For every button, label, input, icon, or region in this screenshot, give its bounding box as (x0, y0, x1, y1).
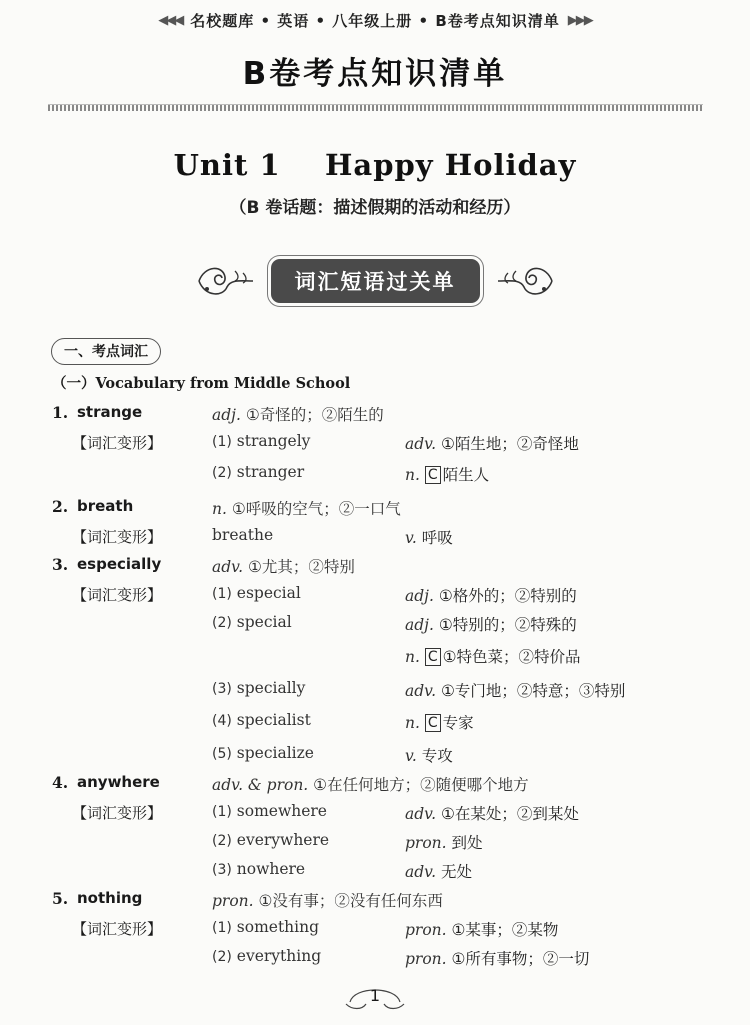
variant-definition: adj. ①特别的；②特殊的 (405, 616, 577, 634)
variant-definition: v. 专攻 (405, 747, 453, 765)
countable-marker: C (425, 648, 441, 666)
page-number: 1 (369, 986, 381, 1005)
banner-label: 词汇短语过关单 (271, 259, 480, 303)
entry-number: 5. (52, 889, 69, 908)
section-heading: 一、考点词汇 (51, 338, 161, 365)
variant-word: (1) somewhere (212, 802, 327, 820)
variant-word: (1) especial (212, 584, 301, 602)
variant-row (0, 526, 750, 552)
variant-label: 【词汇变形】 (72, 920, 163, 938)
variant-row (0, 860, 750, 886)
entry-word: strange (77, 403, 143, 421)
section-banner (0, 256, 750, 306)
variant-definition: n. C 专家 (405, 714, 474, 732)
variant-definition: adv. ①在某处；②到某处 (405, 805, 579, 823)
subsection-heading: （一）Vocabulary from Middle School (52, 375, 351, 392)
entry-word: especially (77, 555, 162, 573)
right-flourish-icon (494, 259, 556, 303)
page-title: B卷考点知识清单 (242, 56, 508, 92)
variant-label: 【词汇变形】 (72, 528, 163, 546)
entry-number: 1. (52, 403, 69, 422)
entry-row (0, 403, 750, 429)
variant-definition: v. 呼吸 (405, 529, 453, 547)
variant-word: (1) strangely (212, 432, 311, 450)
variant-row (0, 645, 750, 671)
running-header (0, 8, 750, 32)
variant-word: (3) nowhere (212, 860, 306, 878)
countable-marker: C (425, 466, 441, 484)
variant-definition: adv. ①陌生地；②奇怪地 (405, 435, 579, 453)
variant-word: (2) special (212, 613, 292, 631)
variant-label: 【词汇变形】 (72, 586, 163, 604)
variant-word: (4) specialist (212, 711, 311, 729)
variant-definition: adv. 无处 (405, 863, 472, 881)
entry-number: 3. (52, 555, 69, 574)
variant-word: (2) everywhere (212, 831, 330, 849)
variant-definition: pron. ①所有事物；②一切 (405, 950, 590, 968)
variant-word: (3) specially (212, 679, 306, 697)
entry-definition: n. ①呼吸的空气；②一口气 (212, 500, 401, 518)
variant-definition: n. C ①特色菜；②特价品 (405, 648, 581, 666)
variant-row (0, 918, 750, 944)
entry-row (0, 497, 750, 523)
variant-row (0, 584, 750, 610)
variant-word: (2) stranger (212, 463, 305, 481)
header-right-ornament: ▶▶▶ (567, 12, 592, 28)
variant-row (0, 744, 750, 770)
variant-definition: n. C 陌生人 (405, 466, 490, 484)
variant-row (0, 711, 750, 737)
variant-definition: adj. ①格外的；②特别的 (405, 587, 577, 605)
variant-definition: pron. ①某事；②某物 (405, 921, 559, 939)
entry-definition: adv. & pron. ①在任何地方；②随便哪个地方 (212, 776, 529, 794)
variant-word: breathe (212, 526, 274, 544)
header-left-ornament: ◀◀◀ (158, 12, 183, 28)
variant-row (0, 947, 750, 973)
left-flourish-icon (195, 259, 257, 303)
variant-word: (5) specialize (212, 744, 314, 762)
entry-word: breath (77, 497, 134, 515)
entry-number: 2. (52, 497, 69, 516)
entry-number: 4. (52, 773, 69, 792)
variant-word: (2) everything (212, 947, 322, 965)
entry-definition: adv. ①尤其；②特别 (212, 558, 355, 576)
variant-row (0, 463, 750, 489)
variant-definition: pron. 到处 (405, 834, 483, 852)
variant-row (0, 802, 750, 828)
entry-row (0, 555, 750, 581)
title-divider (48, 104, 703, 111)
unit-title: Unit 1 Happy Holiday (173, 148, 577, 182)
variant-definition: adv. ①专门地；②特意；③特别 (405, 682, 626, 700)
entry-row (0, 889, 750, 915)
unit-subtitle: （B 卷话题：描述假期的活动和经历） (229, 198, 521, 218)
entry-definition: adj. ①奇怪的；②陌生的 (212, 406, 384, 424)
variant-label: 【词汇变形】 (72, 434, 163, 452)
entry-definition: pron. ①没有事；②没有任何东西 (212, 892, 443, 910)
variant-row (0, 679, 750, 705)
variant-row (0, 613, 750, 639)
variant-row (0, 432, 750, 458)
variant-label: 【词汇变形】 (72, 804, 163, 822)
entry-row (0, 773, 750, 799)
entry-word: anywhere (77, 773, 160, 791)
variant-row (0, 831, 750, 857)
entry-word: nothing (77, 889, 143, 907)
header-text: 名校题库 • 英语 • 八年级上册 • B卷考点知识清单 (190, 11, 560, 30)
countable-marker: C (425, 714, 441, 732)
variant-word: (1) something (212, 918, 320, 936)
